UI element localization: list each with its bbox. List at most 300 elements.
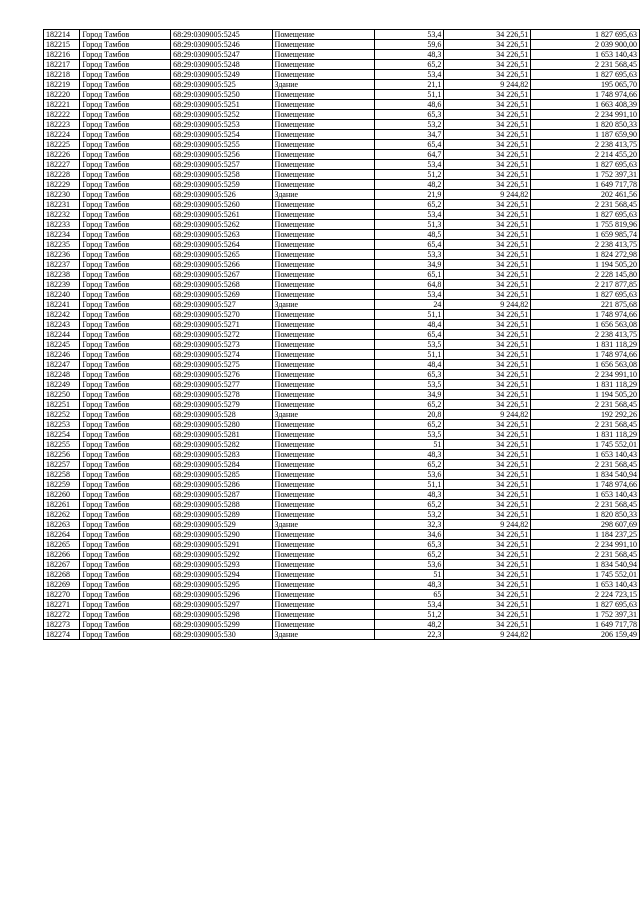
table-row xyxy=(44,250,640,260)
city-cell: Город Тамбов xyxy=(80,430,171,440)
cadastral-number-cell: 68:29:0309005:5294 xyxy=(171,570,272,580)
cadastral-number-cell: 68:29:0309005:5274 xyxy=(171,350,272,360)
cadastral-number-cell: 68:29:0309005:5263 xyxy=(171,230,272,240)
cadastral-value-cell: 2 228 145,80 xyxy=(531,270,640,280)
city-cell: Город Тамбов xyxy=(80,530,171,540)
table-row xyxy=(44,210,640,220)
unit-value-cell: 34 226,51 xyxy=(444,590,531,600)
area-cell: 65,3 xyxy=(374,370,444,380)
row-id-cell: 182250 xyxy=(44,390,80,400)
cadastral-number-cell: 68:29:0309005:5259 xyxy=(171,180,272,190)
cadastral-number-cell: 68:29:0309005:5290 xyxy=(171,530,272,540)
unit-value-cell: 34 226,51 xyxy=(444,330,531,340)
unit-value-cell: 34 226,51 xyxy=(444,620,531,630)
unit-value-cell: 34 226,51 xyxy=(444,460,531,470)
cadastral-number-cell: 68:29:0309005:5267 xyxy=(171,270,272,280)
cadastral-value-cell: 1 824 272,98 xyxy=(531,250,640,260)
table-row xyxy=(44,40,640,50)
object-type-cell: Помещение xyxy=(272,270,374,280)
cadastral-number-cell: 68:29:0309005:5278 xyxy=(171,390,272,400)
unit-value-cell: 34 226,51 xyxy=(444,440,531,450)
cadastral-number-cell: 68:29:0309005:5293 xyxy=(171,560,272,570)
city-cell: Город Тамбов xyxy=(80,380,171,390)
cadastral-value-cell: 1 187 659,90 xyxy=(531,130,640,140)
city-cell: Город Тамбов xyxy=(80,550,171,560)
row-id-cell: 182224 xyxy=(44,130,80,140)
object-type-cell: Помещение xyxy=(272,340,374,350)
cadastral-value-cell: 2 238 413,75 xyxy=(531,330,640,340)
cadastral-value-cell: 1 184 237,25 xyxy=(531,530,640,540)
unit-value-cell: 34 226,51 xyxy=(444,580,531,590)
area-cell: 53,4 xyxy=(374,70,444,80)
unit-value-cell: 34 226,51 xyxy=(444,170,531,180)
object-type-cell: Помещение xyxy=(272,230,374,240)
object-type-cell: Помещение xyxy=(272,30,374,40)
cadastral-value-cell: 1 748 974,66 xyxy=(531,480,640,490)
object-type-cell: Помещение xyxy=(272,50,374,60)
area-cell: 21,9 xyxy=(374,190,444,200)
cadastral-number-cell: 68:29:0309005:5292 xyxy=(171,550,272,560)
table-row xyxy=(44,560,640,570)
cadastral-value-cell: 1 745 552,01 xyxy=(531,440,640,450)
area-cell: 53,6 xyxy=(374,560,444,570)
city-cell: Город Тамбов xyxy=(80,410,171,420)
unit-value-cell: 34 226,51 xyxy=(444,610,531,620)
row-id-cell: 182229 xyxy=(44,180,80,190)
cadastral-value-cell: 1 834 540,94 xyxy=(531,470,640,480)
area-cell: 51 xyxy=(374,440,444,450)
city-cell: Город Тамбов xyxy=(80,340,171,350)
object-type-cell: Помещение xyxy=(272,310,374,320)
city-cell: Город Тамбов xyxy=(80,450,171,460)
row-id-cell: 182238 xyxy=(44,270,80,280)
row-id-cell: 182216 xyxy=(44,50,80,60)
table-row xyxy=(44,180,640,190)
cadastral-number-cell: 68:29:0309005:5258 xyxy=(171,170,272,180)
cadastral-number-cell: 68:29:0309005:530 xyxy=(171,630,272,640)
cadastral-number-cell: 68:29:0309005:5247 xyxy=(171,50,272,60)
city-cell: Город Тамбов xyxy=(80,510,171,520)
unit-value-cell: 34 226,51 xyxy=(444,380,531,390)
unit-value-cell: 34 226,51 xyxy=(444,180,531,190)
object-type-cell: Помещение xyxy=(272,480,374,490)
unit-value-cell: 9 244,82 xyxy=(444,80,531,90)
object-type-cell: Помещение xyxy=(272,90,374,100)
unit-value-cell: 34 226,51 xyxy=(444,120,531,130)
city-cell: Город Тамбов xyxy=(80,600,171,610)
area-cell: 22,3 xyxy=(374,630,444,640)
area-cell: 51,2 xyxy=(374,170,444,180)
row-id-cell: 182270 xyxy=(44,590,80,600)
row-id-cell: 182234 xyxy=(44,230,80,240)
cadastral-value-cell: 2 231 568,45 xyxy=(531,200,640,210)
table-row xyxy=(44,380,640,390)
area-cell: 34,7 xyxy=(374,130,444,140)
object-type-cell: Здание xyxy=(272,520,374,530)
row-id-cell: 182252 xyxy=(44,410,80,420)
object-type-cell: Помещение xyxy=(272,560,374,570)
area-cell: 53,4 xyxy=(374,600,444,610)
row-id-cell: 182274 xyxy=(44,630,80,640)
unit-value-cell: 34 226,51 xyxy=(444,530,531,540)
row-id-cell: 182269 xyxy=(44,580,80,590)
table-row xyxy=(44,580,640,590)
object-type-cell: Помещение xyxy=(272,540,374,550)
table-row xyxy=(44,240,640,250)
row-id-cell: 182258 xyxy=(44,470,80,480)
unit-value-cell: 34 226,51 xyxy=(444,470,531,480)
cadastral-value-cell: 1 194 505,20 xyxy=(531,390,640,400)
row-id-cell: 182218 xyxy=(44,70,80,80)
area-cell: 53,4 xyxy=(374,160,444,170)
city-cell: Город Тамбов xyxy=(80,420,171,430)
cadastral-value-cell: 1 827 695,63 xyxy=(531,210,640,220)
row-id-cell: 182263 xyxy=(44,520,80,530)
cadastral-number-cell: 68:29:0309005:5296 xyxy=(171,590,272,600)
cadastral-number-cell: 68:29:0309005:5273 xyxy=(171,340,272,350)
area-cell: 65,2 xyxy=(374,200,444,210)
city-cell: Город Тамбов xyxy=(80,460,171,470)
cadastral-value-cell: 1 653 140,43 xyxy=(531,50,640,60)
object-type-cell: Помещение xyxy=(272,620,374,630)
row-id-cell: 182225 xyxy=(44,140,80,150)
row-id-cell: 182228 xyxy=(44,170,80,180)
table-row xyxy=(44,370,640,380)
table-row xyxy=(44,150,640,160)
cadastral-value-cell: 1 820 850,33 xyxy=(531,510,640,520)
city-cell: Город Тамбов xyxy=(80,320,171,330)
object-type-cell: Помещение xyxy=(272,240,374,250)
row-id-cell: 182240 xyxy=(44,290,80,300)
area-cell: 65,4 xyxy=(374,140,444,150)
row-id-cell: 182256 xyxy=(44,450,80,460)
object-type-cell: Помещение xyxy=(272,590,374,600)
cadastral-value-cell: 202 461,56 xyxy=(531,190,640,200)
cadastral-value-cell: 2 231 568,45 xyxy=(531,500,640,510)
table-row xyxy=(44,30,640,40)
row-id-cell: 182221 xyxy=(44,100,80,110)
cadastral-number-cell: 68:29:0309005:527 xyxy=(171,300,272,310)
object-type-cell: Помещение xyxy=(272,610,374,620)
object-type-cell: Помещение xyxy=(272,160,374,170)
cadastral-number-cell: 68:29:0309005:5281 xyxy=(171,430,272,440)
cadastral-value-cell: 1 834 540,94 xyxy=(531,560,640,570)
row-id-cell: 182268 xyxy=(44,570,80,580)
unit-value-cell: 34 226,51 xyxy=(444,70,531,80)
city-cell: Город Тамбов xyxy=(80,590,171,600)
row-id-cell: 182254 xyxy=(44,430,80,440)
row-id-cell: 182237 xyxy=(44,260,80,270)
unit-value-cell: 34 226,51 xyxy=(444,430,531,440)
table-row xyxy=(44,100,640,110)
object-type-cell: Помещение xyxy=(272,440,374,450)
row-id-cell: 182243 xyxy=(44,320,80,330)
city-cell: Город Тамбов xyxy=(80,610,171,620)
city-cell: Город Тамбов xyxy=(80,490,171,500)
unit-value-cell: 34 226,51 xyxy=(444,490,531,500)
cadastral-value-cell: 1 827 695,63 xyxy=(531,30,640,40)
row-id-cell: 182219 xyxy=(44,80,80,90)
cadastral-value-cell: 1 752 397,31 xyxy=(531,610,640,620)
area-cell: 34,6 xyxy=(374,530,444,540)
row-id-cell: 182249 xyxy=(44,380,80,390)
table-row xyxy=(44,260,640,270)
cadastral-number-cell: 68:29:0309005:5285 xyxy=(171,470,272,480)
area-cell: 48,3 xyxy=(374,50,444,60)
table-row xyxy=(44,350,640,360)
table-row xyxy=(44,310,640,320)
unit-value-cell: 34 226,51 xyxy=(444,220,531,230)
city-cell: Город Тамбов xyxy=(80,70,171,80)
cadastral-number-cell: 68:29:0309005:5275 xyxy=(171,360,272,370)
city-cell: Город Тамбов xyxy=(80,110,171,120)
table-row xyxy=(44,430,640,440)
row-id-cell: 182214 xyxy=(44,30,80,40)
city-cell: Город Тамбов xyxy=(80,570,171,580)
city-cell: Город Тамбов xyxy=(80,220,171,230)
object-type-cell: Помещение xyxy=(272,400,374,410)
cadastral-number-cell: 68:29:0309005:5255 xyxy=(171,140,272,150)
unit-value-cell: 34 226,51 xyxy=(444,500,531,510)
table-row xyxy=(44,80,640,90)
area-cell: 48,4 xyxy=(374,320,444,330)
area-cell: 51,2 xyxy=(374,610,444,620)
table-row xyxy=(44,470,640,480)
object-type-cell: Помещение xyxy=(272,60,374,70)
area-cell: 48,5 xyxy=(374,230,444,240)
area-cell: 53,5 xyxy=(374,340,444,350)
row-id-cell: 182223 xyxy=(44,120,80,130)
cadastral-value-cell: 1 649 717,78 xyxy=(531,620,640,630)
cadastral-number-cell: 68:29:0309005:5283 xyxy=(171,450,272,460)
unit-value-cell: 9 244,82 xyxy=(444,190,531,200)
unit-value-cell: 34 226,51 xyxy=(444,550,531,560)
cadastral-number-cell: 68:29:0309005:525 xyxy=(171,80,272,90)
cadastral-number-cell: 68:29:0309005:5248 xyxy=(171,60,272,70)
cadastral-number-cell: 68:29:0309005:5289 xyxy=(171,510,272,520)
city-cell: Город Тамбов xyxy=(80,520,171,530)
city-cell: Город Тамбов xyxy=(80,160,171,170)
city-cell: Город Тамбов xyxy=(80,440,171,450)
table-row xyxy=(44,320,640,330)
city-cell: Город Тамбов xyxy=(80,540,171,550)
cadastral-number-cell: 68:29:0309005:5252 xyxy=(171,110,272,120)
object-type-cell: Помещение xyxy=(272,120,374,130)
area-cell: 64,8 xyxy=(374,280,444,290)
object-type-cell: Помещение xyxy=(272,40,374,50)
area-cell: 20,8 xyxy=(374,410,444,420)
city-cell: Город Тамбов xyxy=(80,580,171,590)
cadastral-number-cell: 68:29:0309005:5268 xyxy=(171,280,272,290)
row-id-cell: 182248 xyxy=(44,370,80,380)
table-row xyxy=(44,540,640,550)
table-row xyxy=(44,230,640,240)
cadastral-number-cell: 68:29:0309005:528 xyxy=(171,410,272,420)
row-id-cell: 182247 xyxy=(44,360,80,370)
object-type-cell: Помещение xyxy=(272,450,374,460)
cadastral-number-cell: 68:29:0309005:5287 xyxy=(171,490,272,500)
city-cell: Город Тамбов xyxy=(80,250,171,260)
unit-value-cell: 34 226,51 xyxy=(444,100,531,110)
area-cell: 65,3 xyxy=(374,540,444,550)
row-id-cell: 182272 xyxy=(44,610,80,620)
object-type-cell: Помещение xyxy=(272,150,374,160)
unit-value-cell: 34 226,51 xyxy=(444,60,531,70)
city-cell: Город Тамбов xyxy=(80,100,171,110)
city-cell: Город Тамбов xyxy=(80,310,171,320)
table-row xyxy=(44,510,640,520)
table-row xyxy=(44,60,640,70)
cadastral-value-cell: 2 231 568,45 xyxy=(531,400,640,410)
row-id-cell: 182246 xyxy=(44,350,80,360)
object-type-cell: Помещение xyxy=(272,170,374,180)
cadastral-number-cell: 68:29:0309005:5299 xyxy=(171,620,272,630)
cadastral-number-cell: 68:29:0309005:5265 xyxy=(171,250,272,260)
cadastral-number-cell: 68:29:0309005:5288 xyxy=(171,500,272,510)
unit-value-cell: 34 226,51 xyxy=(444,290,531,300)
cadastral-value-cell: 1 653 140,43 xyxy=(531,580,640,590)
unit-value-cell: 34 226,51 xyxy=(444,400,531,410)
area-cell: 34,9 xyxy=(374,260,444,270)
cadastral-number-cell: 68:29:0309005:5266 xyxy=(171,260,272,270)
city-cell: Город Тамбов xyxy=(80,190,171,200)
table-row xyxy=(44,280,640,290)
table-row xyxy=(44,220,640,230)
row-id-cell: 182265 xyxy=(44,540,80,550)
cadastral-value-cell: 2 224 723,15 xyxy=(531,590,640,600)
unit-value-cell: 34 226,51 xyxy=(444,260,531,270)
cadastral-value-cell: 1 831 118,29 xyxy=(531,430,640,440)
unit-value-cell: 34 226,51 xyxy=(444,510,531,520)
area-cell: 59,6 xyxy=(374,40,444,50)
row-id-cell: 182244 xyxy=(44,330,80,340)
row-id-cell: 182231 xyxy=(44,200,80,210)
cadastral-number-cell: 68:29:0309005:5246 xyxy=(171,40,272,50)
object-type-cell: Помещение xyxy=(272,280,374,290)
row-id-cell: 182242 xyxy=(44,310,80,320)
row-id-cell: 182235 xyxy=(44,240,80,250)
table-row xyxy=(44,190,640,200)
unit-value-cell: 9 244,82 xyxy=(444,300,531,310)
cadastral-value-cell: 1 659 985,74 xyxy=(531,230,640,240)
unit-value-cell: 34 226,51 xyxy=(444,480,531,490)
table-row xyxy=(44,400,640,410)
cadastral-number-cell: 68:29:0309005:526 xyxy=(171,190,272,200)
row-id-cell: 182241 xyxy=(44,300,80,310)
cadastral-value-cell: 2 231 568,45 xyxy=(531,60,640,70)
row-id-cell: 182273 xyxy=(44,620,80,630)
unit-value-cell: 34 226,51 xyxy=(444,250,531,260)
city-cell: Город Тамбов xyxy=(80,240,171,250)
unit-value-cell: 34 226,51 xyxy=(444,560,531,570)
area-cell: 32,3 xyxy=(374,520,444,530)
table-row xyxy=(44,70,640,80)
table-row xyxy=(44,110,640,120)
object-type-cell: Здание xyxy=(272,80,374,90)
table-row xyxy=(44,130,640,140)
object-type-cell: Помещение xyxy=(272,550,374,560)
row-id-cell: 182271 xyxy=(44,600,80,610)
table-row xyxy=(44,390,640,400)
unit-value-cell: 9 244,82 xyxy=(444,630,531,640)
area-cell: 48,6 xyxy=(374,100,444,110)
cadastral-value-cell: 1 827 695,63 xyxy=(531,290,640,300)
table-row xyxy=(44,530,640,540)
city-cell: Город Тамбов xyxy=(80,290,171,300)
row-id-cell: 182259 xyxy=(44,480,80,490)
city-cell: Город Тамбов xyxy=(80,120,171,130)
table-row xyxy=(44,340,640,350)
cadastral-value-cell: 1 827 695,63 xyxy=(531,70,640,80)
table-row xyxy=(44,570,640,580)
unit-value-cell: 34 226,51 xyxy=(444,230,531,240)
unit-value-cell: 34 226,51 xyxy=(444,210,531,220)
table-row xyxy=(44,200,640,210)
city-cell: Город Тамбов xyxy=(80,30,171,40)
area-cell: 53,3 xyxy=(374,250,444,260)
table-row xyxy=(44,300,640,310)
row-id-cell: 182220 xyxy=(44,90,80,100)
row-id-cell: 182215 xyxy=(44,40,80,50)
cadastral-value-cell: 1 656 563,08 xyxy=(531,320,640,330)
row-id-cell: 182233 xyxy=(44,220,80,230)
area-cell: 53,2 xyxy=(374,120,444,130)
unit-value-cell: 34 226,51 xyxy=(444,340,531,350)
object-type-cell: Помещение xyxy=(272,530,374,540)
city-cell: Город Тамбов xyxy=(80,330,171,340)
unit-value-cell: 34 226,51 xyxy=(444,130,531,140)
area-cell: 24 xyxy=(374,300,444,310)
cadastral-value-cell: 1 748 974,66 xyxy=(531,310,640,320)
city-cell: Город Тамбов xyxy=(80,360,171,370)
cadastral-value-cell: 1 820 850,33 xyxy=(531,120,640,130)
area-cell: 65,2 xyxy=(374,420,444,430)
table-row xyxy=(44,630,640,640)
area-cell: 65,4 xyxy=(374,240,444,250)
unit-value-cell: 34 226,51 xyxy=(444,270,531,280)
row-id-cell: 182260 xyxy=(44,490,80,500)
cadastral-number-cell: 68:29:0309005:5251 xyxy=(171,100,272,110)
city-cell: Город Тамбов xyxy=(80,470,171,480)
table-row xyxy=(44,450,640,460)
unit-value-cell: 34 226,51 xyxy=(444,50,531,60)
city-cell: Город Тамбов xyxy=(80,350,171,360)
row-id-cell: 182226 xyxy=(44,150,80,160)
object-type-cell: Помещение xyxy=(272,110,374,120)
area-cell: 65,3 xyxy=(374,110,444,120)
cadastral-number-cell: 68:29:0309005:5270 xyxy=(171,310,272,320)
cadastral-value-cell: 2 231 568,45 xyxy=(531,420,640,430)
unit-value-cell: 34 226,51 xyxy=(444,240,531,250)
cadastral-number-cell: 68:29:0309005:5276 xyxy=(171,370,272,380)
table-row xyxy=(44,620,640,630)
cadastral-value-cell: 1 827 695,63 xyxy=(531,160,640,170)
cadastral-value-cell: 1 748 974,66 xyxy=(531,350,640,360)
city-cell: Город Тамбов xyxy=(80,620,171,630)
area-cell: 51 xyxy=(374,570,444,580)
object-type-cell: Помещение xyxy=(272,130,374,140)
area-cell: 65,4 xyxy=(374,330,444,340)
area-cell: 48,2 xyxy=(374,620,444,630)
cadastral-number-cell: 68:29:0309005:5282 xyxy=(171,440,272,450)
cadastral-number-cell: 68:29:0309005:5253 xyxy=(171,120,272,130)
object-type-cell: Помещение xyxy=(272,580,374,590)
row-id-cell: 182217 xyxy=(44,60,80,70)
unit-value-cell: 9 244,82 xyxy=(444,410,531,420)
unit-value-cell: 34 226,51 xyxy=(444,310,531,320)
cadastral-number-cell: 68:29:0309005:5298 xyxy=(171,610,272,620)
unit-value-cell: 34 226,51 xyxy=(444,90,531,100)
